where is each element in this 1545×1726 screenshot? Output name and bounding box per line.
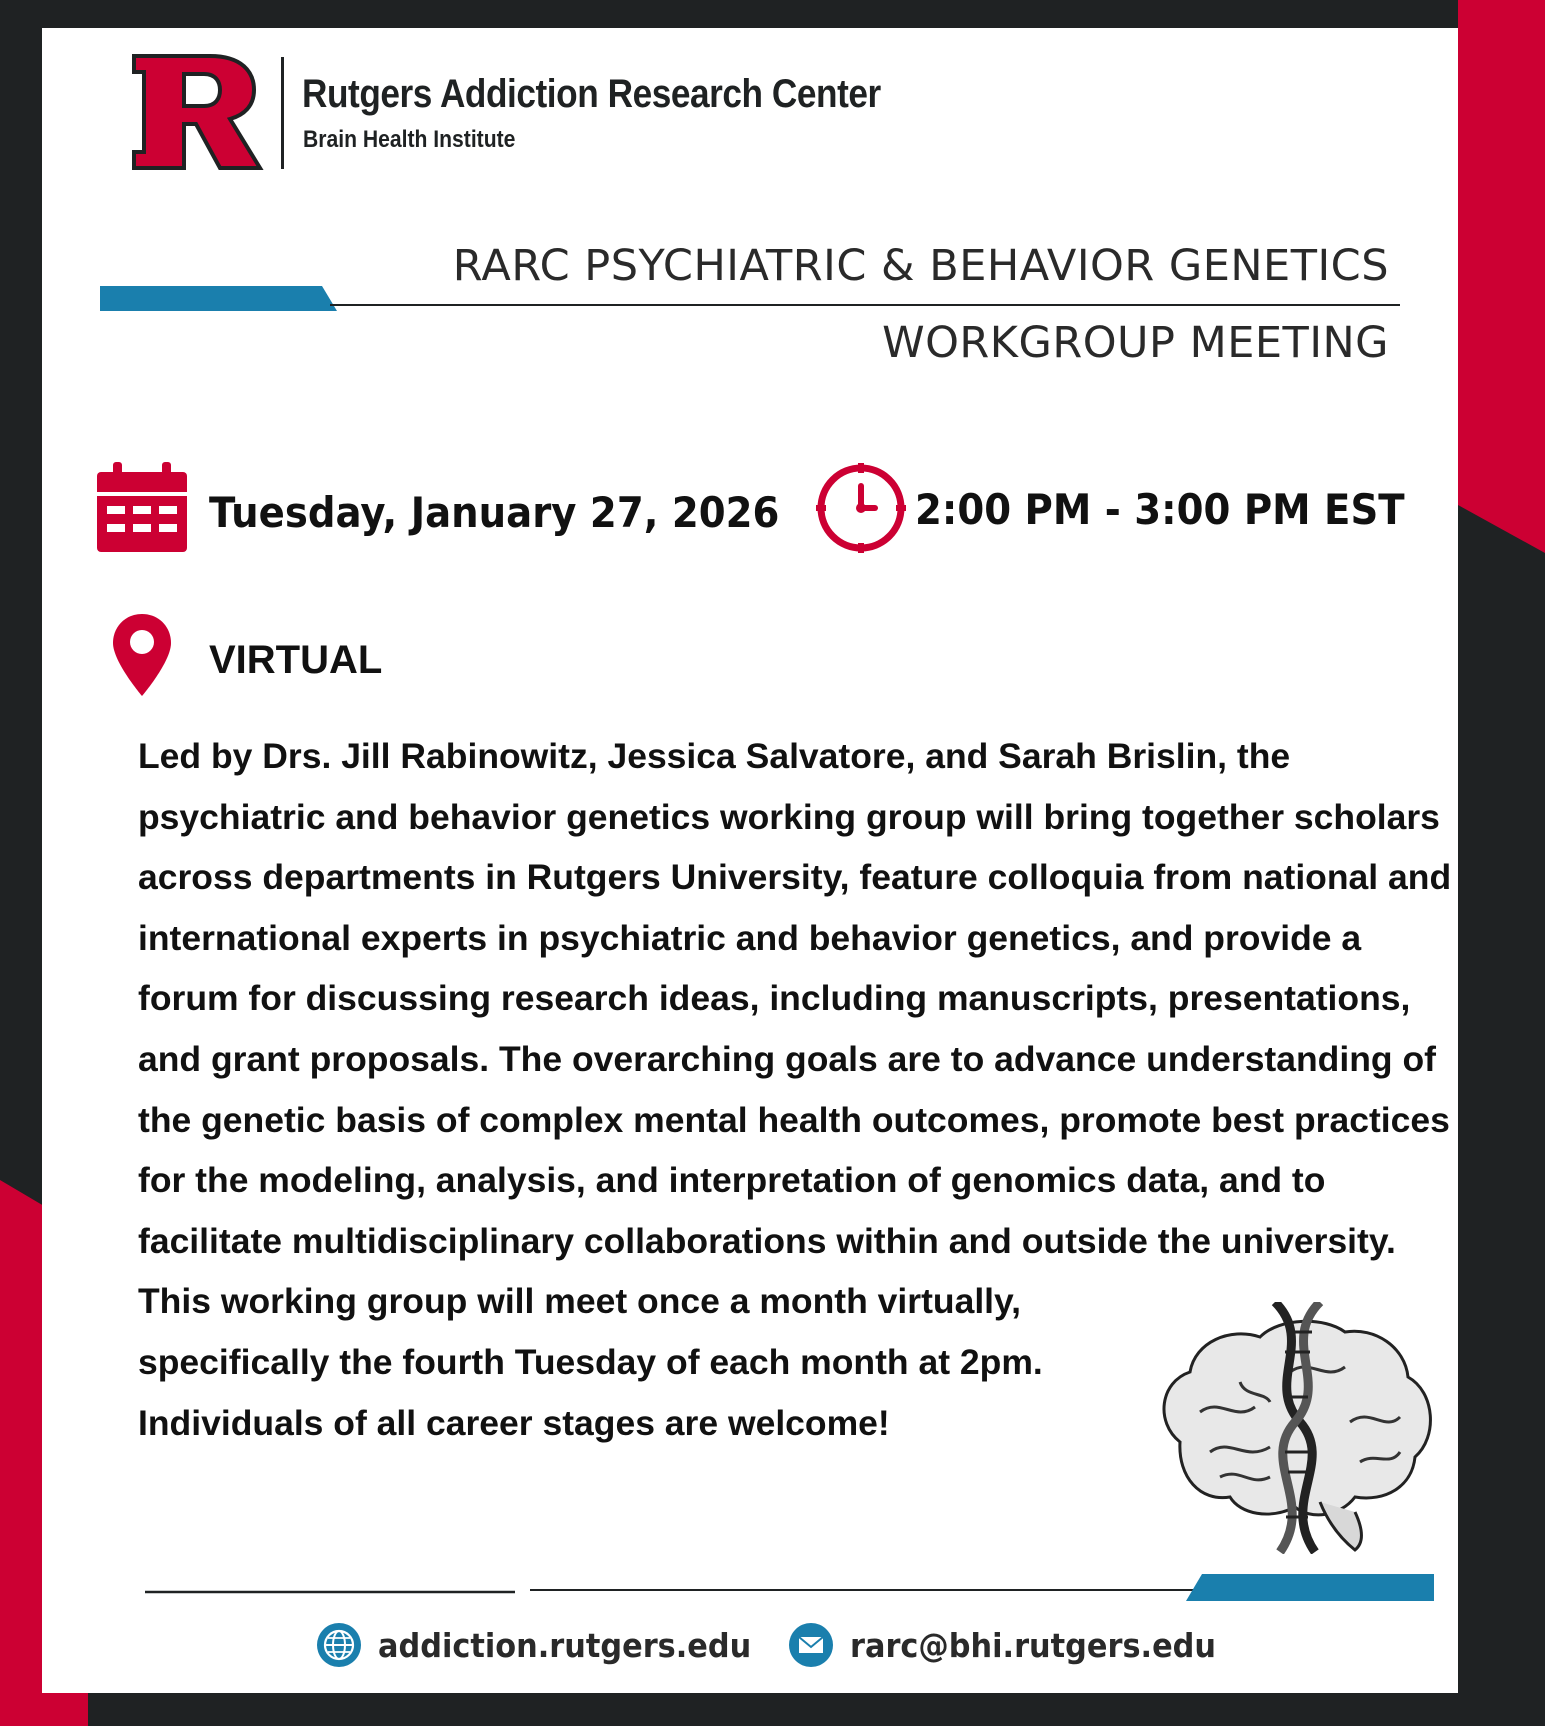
location-pin-icon: [110, 612, 174, 698]
calendar-icon: [95, 462, 189, 554]
description-paragraph-2: This working group will meet once a month virtually, specifically the fourth Tuesday of each month at 2pm. Individuals of all career stages are welcome!: [138, 1281, 1043, 1443]
logo-divider: [281, 57, 284, 169]
rutgers-r-logo: [130, 52, 265, 172]
clock-icon: [815, 462, 907, 554]
brain-dna-icon: [1150, 1302, 1440, 1554]
org-subtitle: Brain Health Institute: [303, 126, 516, 153]
footer-email[interactable]: [788, 1622, 1248, 1668]
event-time: 2:00 PM - 3:00 PM EST: [915, 485, 1405, 534]
title-blue-bar: [100, 286, 337, 311]
mail-icon: [788, 1622, 834, 1668]
footer-blue-bar: [1186, 1574, 1434, 1601]
top-right-red-accent: [1458, 0, 1545, 553]
event-title-line2: WORKGROUP MEETING: [882, 318, 1389, 368]
description-paragraph-1: Led by Drs. Jill Rabinowitz, Jessica Salvatore, and Sarah Brislin, the psychiatric and behavior genetics working group will bring together scholars across departments in Rutgers University, feature colloquia from national and international experts in psychiatric and behavior genetics, and provide a forum for discussing research ideas, including manuscripts, presentations, and grant proposals. The overarching goals are to advance understanding of the genetic basis of complex mental health outcomes, promote best practices for the modeling, analysis, and interpretation of genomics data, and to facilitate multidisciplinary collaborations within and outside the university.: [138, 736, 1452, 1261]
email-link[interactable]: rarc@bhi.rutgers.edu: [850, 1625, 1217, 1665]
org-name: Rutgers Addiction Research Center: [302, 72, 881, 116]
event-location: VIRTUAL: [209, 638, 383, 682]
footer-website[interactable]: [316, 1622, 784, 1668]
website-link[interactable]: addiction.rutgers.edu: [378, 1625, 752, 1665]
event-title-line1: RARC PSYCHIATRIC & BEHAVIOR GENETICS: [452, 241, 1389, 291]
globe-icon: [316, 1622, 362, 1668]
event-date: Tuesday, January 27, 2026: [209, 488, 780, 537]
